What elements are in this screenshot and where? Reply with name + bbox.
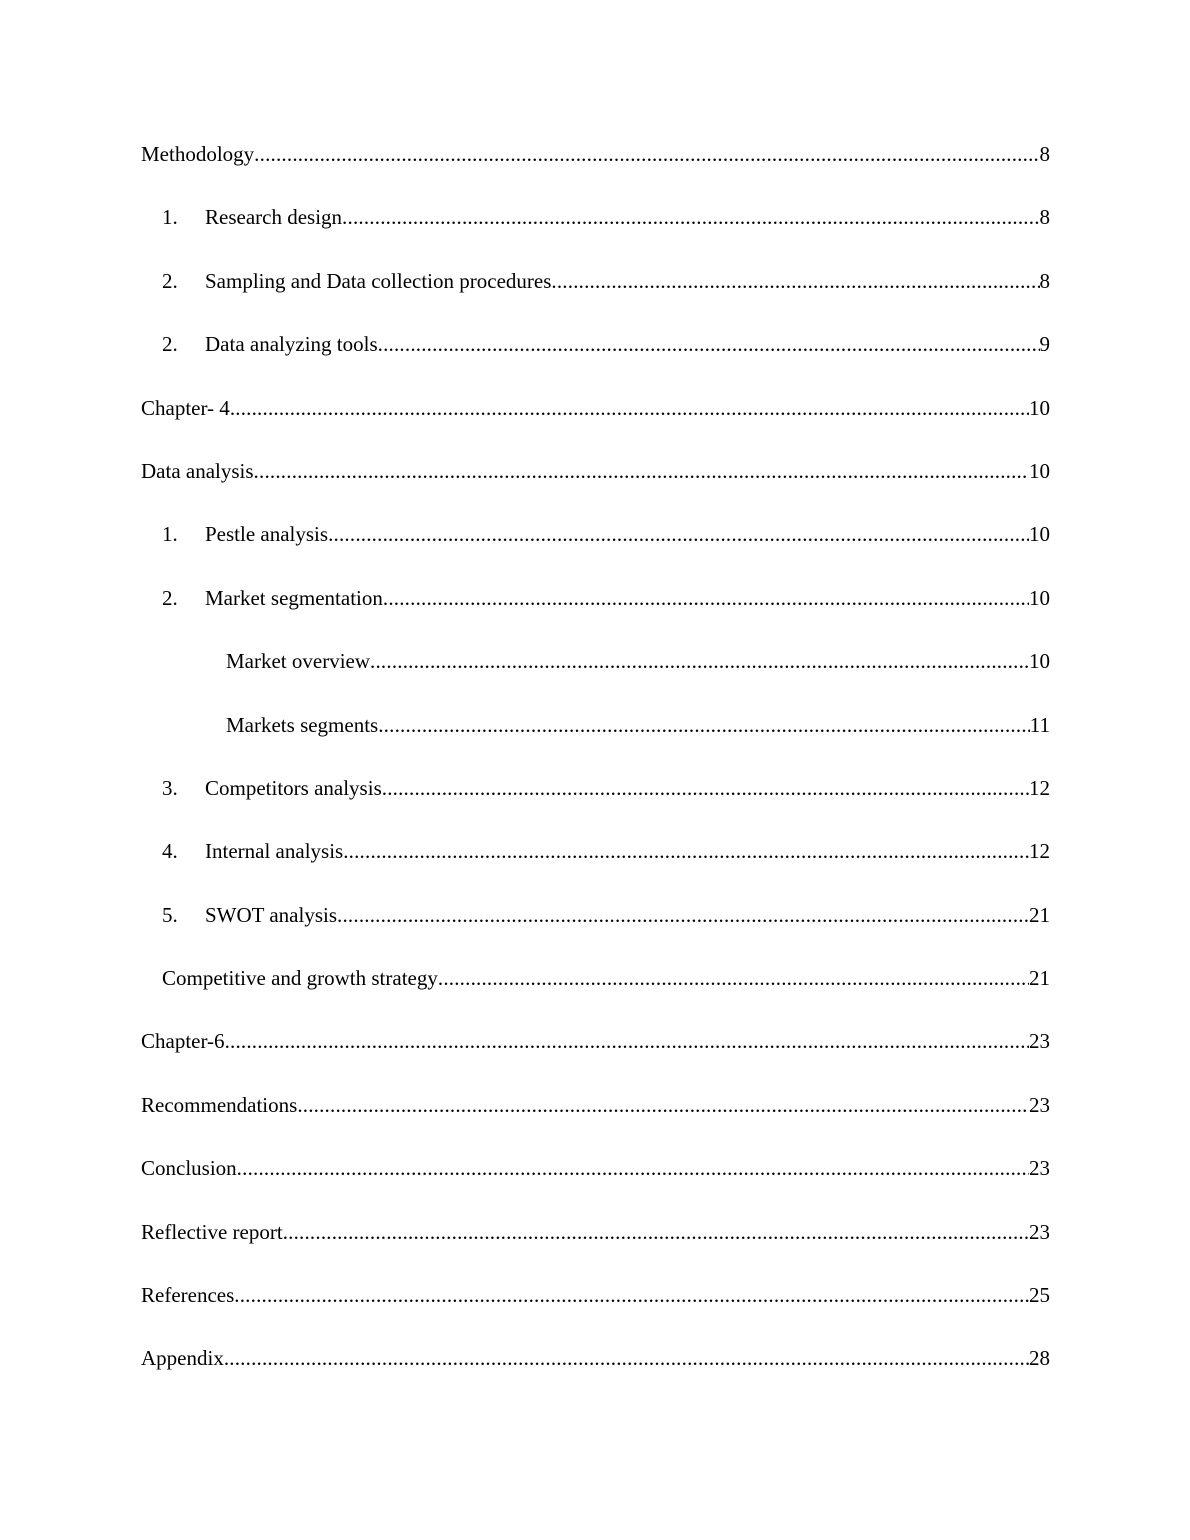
toc-page-number: 21 [1029,902,1050,927]
toc-page-number: 23 [1029,1029,1050,1054]
toc-page-number: 9 [1039,332,1050,357]
dot-leader [328,519,1029,549]
toc-entry-markets-segments[interactable] [141,710,1050,773]
dot-leader [551,266,1039,296]
toc-entry-title: Competitors analysis [205,775,382,800]
toc-entry-title: Chapter- 4 [141,395,230,420]
table-of-contents [141,139,1050,1407]
toc-page-number: 8 [1039,142,1050,166]
dot-leader [224,1343,1029,1373]
dot-leader [337,900,1029,930]
dot-leader [225,1026,1029,1056]
toc-entry-title: References [141,1283,235,1308]
toc-entry-data-analysis[interactable] [141,456,1050,519]
toc-entry-title: Competitive and growth strategy [162,966,438,991]
toc-entry-title: Recommendations [141,1092,298,1117]
toc-page-number: 8 [1039,205,1050,230]
toc-entry-internal-analysis[interactable] [141,836,1050,899]
toc-entry-recommendations[interactable] [141,1090,1050,1153]
toc-page-number: 28 [1029,1346,1050,1371]
toc-entry-title: SWOT analysis [205,902,338,927]
toc-entry-title: Research design [205,205,343,230]
dot-leader [378,329,1040,359]
dot-leader [254,139,1039,169]
toc-entry-swot-analysis[interactable] [141,900,1050,963]
toc-entry-number: 5. [162,902,178,927]
toc-entry-number: 2. [162,332,178,357]
dot-leader [297,1090,1029,1120]
toc-entry-chapter-6[interactable] [141,1026,1050,1089]
dot-leader [378,710,1030,740]
toc-entry-title: Market segmentation [205,585,383,610]
toc-entry-reflective-report[interactable] [141,1217,1050,1280]
toc-entry-competitors-analysis[interactable] [141,773,1050,836]
toc-page-number: 11 [1029,712,1050,737]
toc-entry-conclusion[interactable] [141,1153,1050,1216]
toc-entry-title: Reflective report [141,1219,283,1244]
toc-entry-pestle-analysis[interactable] [141,519,1050,582]
toc-entry-title: Methodology [141,142,255,166]
toc-entry-research-design[interactable] [141,202,1050,265]
dot-leader [230,393,1029,423]
toc-page-number: 8 [1039,268,1050,293]
toc-entry-title: Sampling and Data collection procedures [205,268,552,293]
toc-page-number: 10 [1029,585,1050,610]
toc-page-number: 10 [1029,522,1050,547]
dot-leader [438,963,1029,993]
toc-entry-number: 1. [162,205,178,230]
toc-page-number: 23 [1029,1219,1050,1244]
dot-leader [383,583,1029,613]
toc-entry-market-overview[interactable] [141,646,1050,709]
dot-leader [254,456,1029,486]
toc-entry-sampling[interactable] [141,266,1050,329]
dot-leader [382,773,1029,803]
toc-page-number: 23 [1029,1092,1050,1117]
toc-entry-title: Chapter-6 [141,1029,225,1054]
toc-page-number: 10 [1029,649,1050,674]
toc-page-number: 10 [1029,458,1050,483]
dot-leader [237,1153,1029,1183]
toc-page-number: 23 [1029,1156,1050,1181]
dot-leader [234,1280,1029,1310]
toc-entry-references[interactable] [141,1280,1050,1343]
toc-entry-chapter-4[interactable] [141,393,1050,456]
dot-leader [342,202,1039,232]
toc-entry-number: 2. [162,268,178,293]
toc-entry-title: Markets segments [226,712,379,737]
toc-entry-number: 4. [162,839,178,864]
toc-entry-title: Pestle analysis [205,522,329,547]
toc-entry-number: 2. [162,585,178,610]
toc-page-number: 21 [1029,966,1050,991]
toc-entry-title: Market overview [226,649,371,674]
toc-page-number: 12 [1029,775,1050,800]
dot-leader [283,1217,1029,1247]
toc-entry-title: Data analysis [141,458,254,483]
toc-entry-title: Internal analysis [205,839,344,864]
toc-entry-title: Appendix [141,1346,224,1371]
toc-entry-market-segmentation[interactable] [141,583,1050,646]
toc-entry-competitive-growth-strategy[interactable] [141,963,1050,1026]
dot-leader [343,836,1029,866]
toc-entry-data-analyzing-tools[interactable] [141,329,1050,392]
toc-page-number: 12 [1029,839,1050,864]
toc-entry-methodology[interactable] [141,139,1050,202]
toc-page-number: 10 [1029,395,1050,420]
toc-entry-number: 3. [162,775,178,800]
toc-page-number: 25 [1029,1283,1050,1308]
dot-leader [370,646,1029,676]
toc-entry-title: Data analyzing tools [205,332,378,357]
toc-entry-appendix[interactable] [141,1343,1050,1406]
toc-entry-number: 1. [162,522,178,547]
toc-entry-title: Conclusion [141,1156,237,1181]
